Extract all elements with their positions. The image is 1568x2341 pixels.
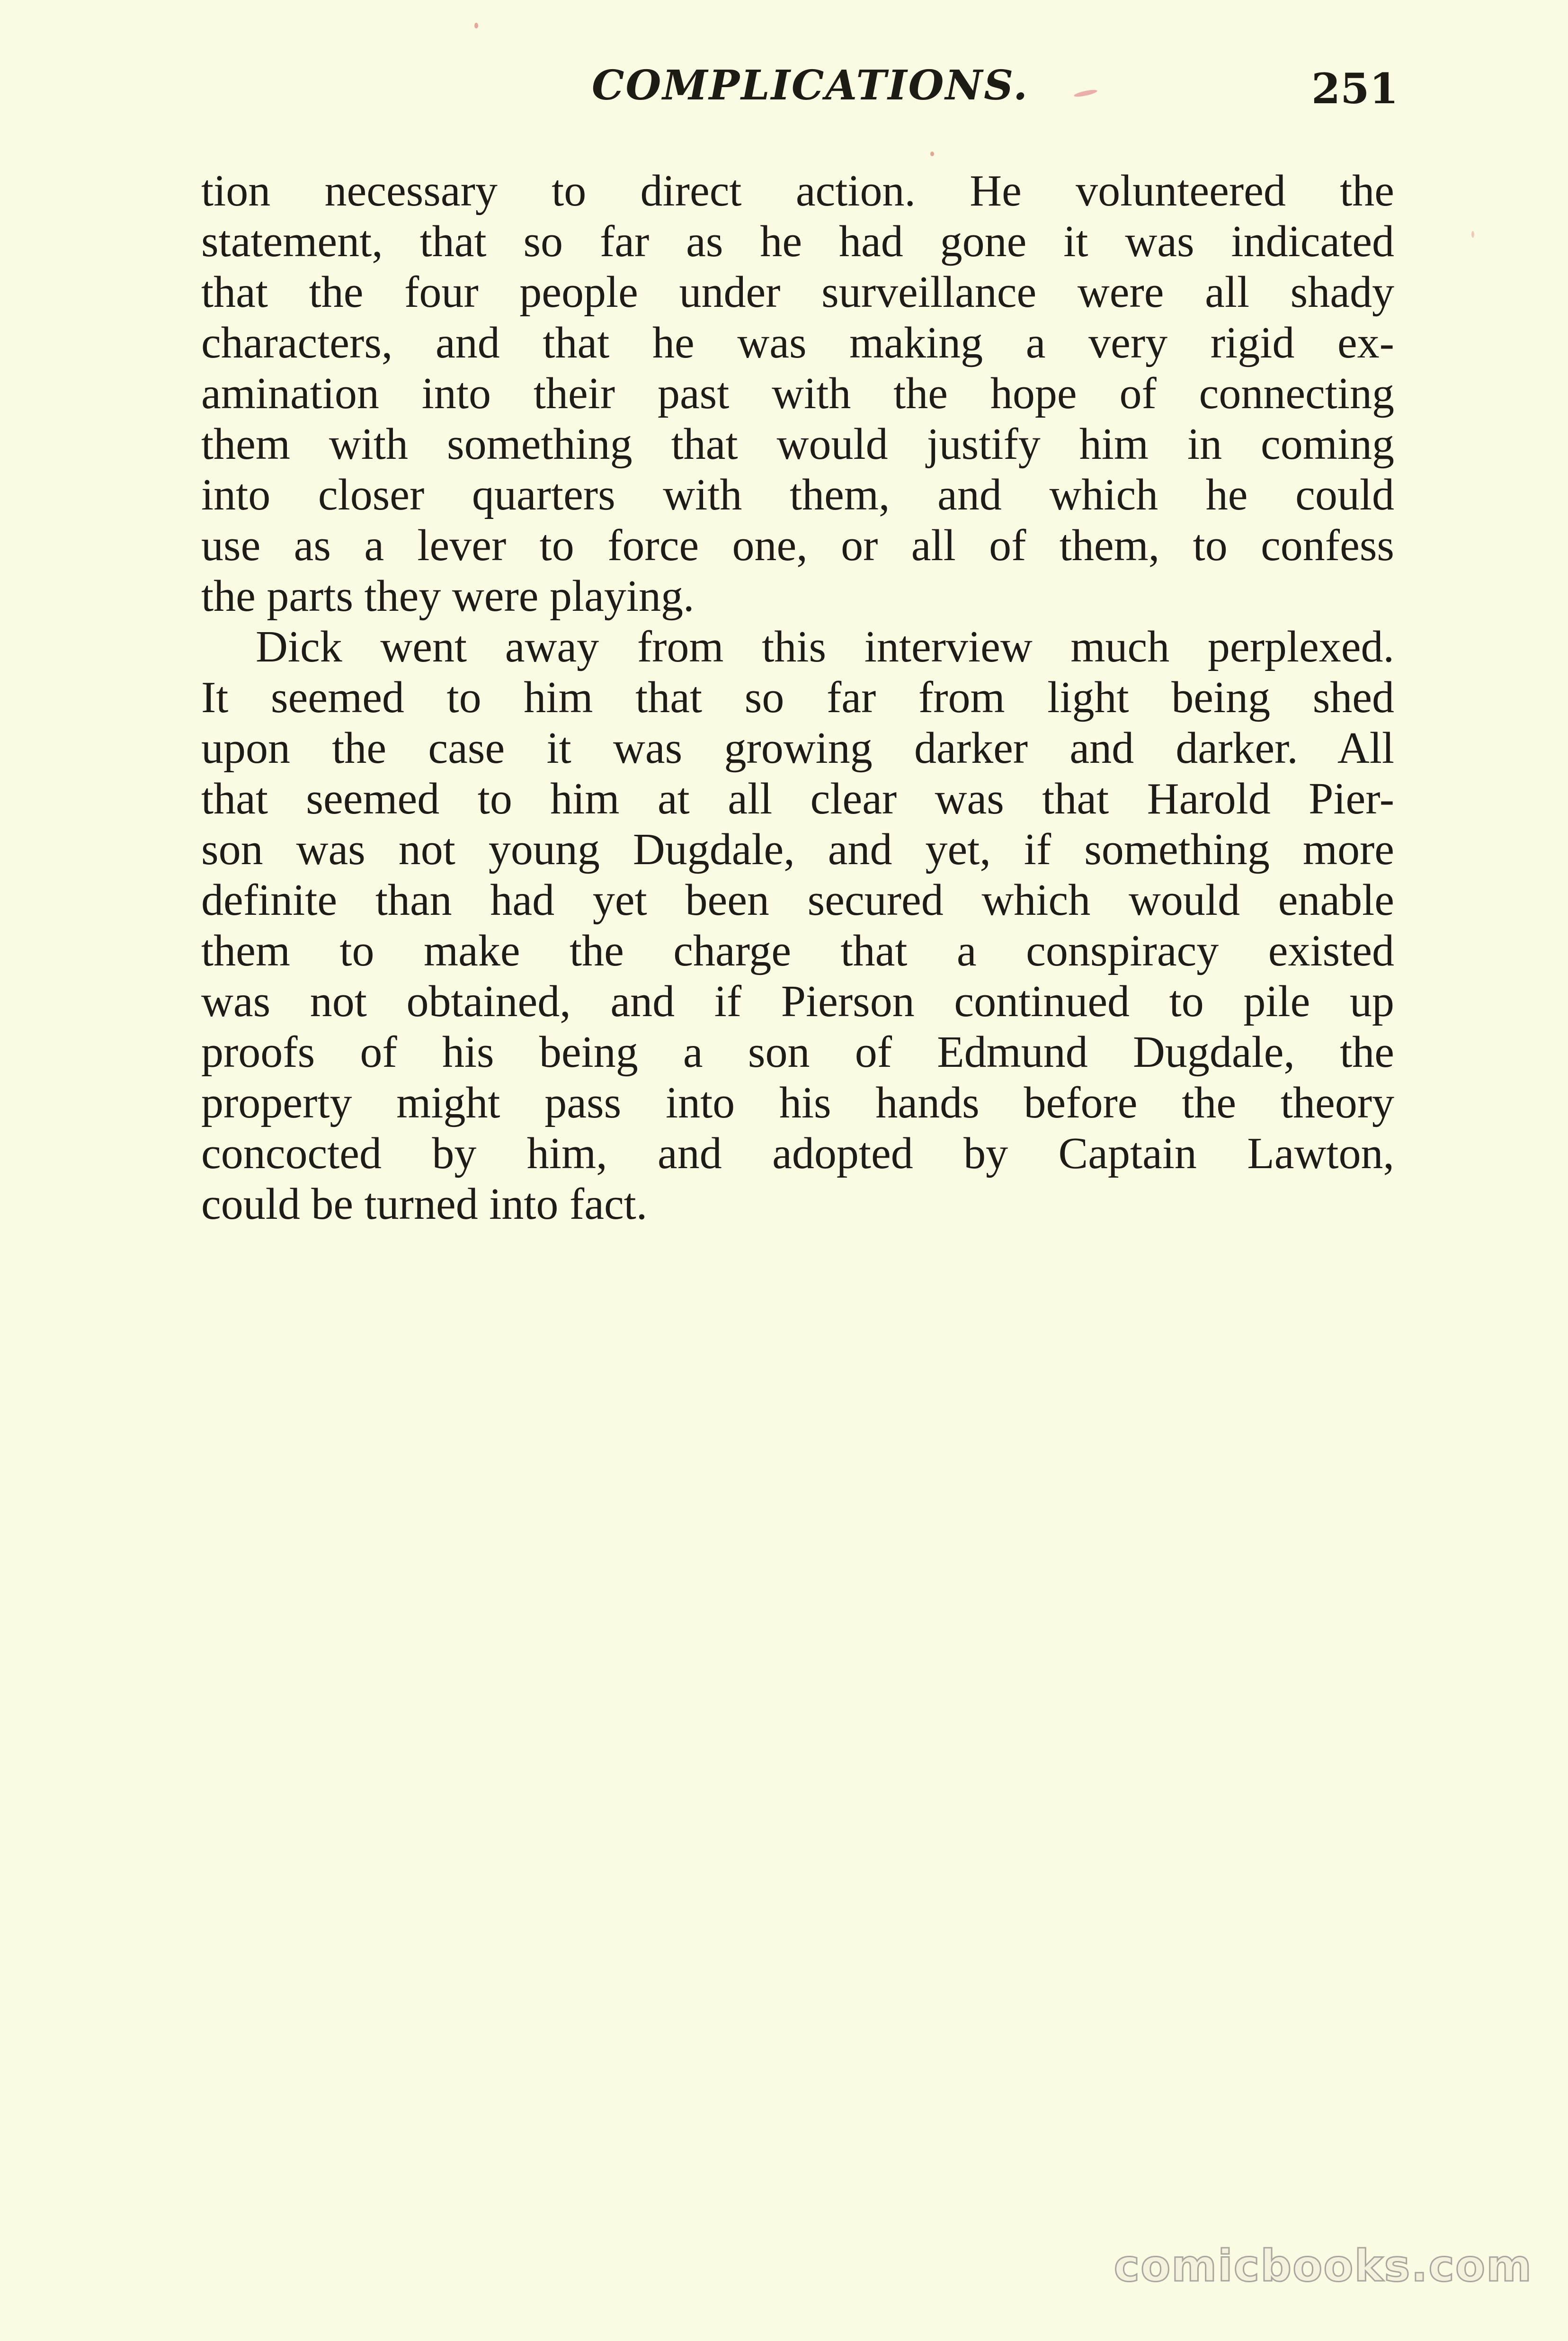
running-title: COMPLICATIONS. (592, 62, 1029, 109)
text-line: use as a lever to force one, or all of them, to confess (201, 521, 1394, 570)
text-line: into closer quarters with them, and which he could (201, 470, 1394, 519)
text-line: was not obtained, and if Pierson continued to pile up (201, 977, 1394, 1026)
text-line: them with something that would justify him in coming (201, 420, 1394, 469)
paragraph-end-line: could be turned into fact. (201, 1179, 648, 1229)
text-line: definite than had yet been secured which would enable (201, 876, 1394, 925)
text-line: It seemed to him that so far from light being shed (201, 673, 1394, 722)
paragraph-start-line: Dick went away from this interview much perplexed. (256, 622, 1394, 671)
ink-spot (930, 152, 934, 156)
watermark: comicbooks.com (1114, 2241, 1532, 2291)
text-line: them to make the charge that a conspiracy existed (201, 926, 1394, 975)
ink-mark (1074, 89, 1098, 98)
text-line: statement, that so far as he had gone it was indicated (201, 217, 1394, 266)
ink-spot (474, 23, 478, 28)
text-line: that the four people under surveillance were all shady (201, 268, 1394, 317)
ink-spot (1471, 231, 1474, 238)
text-line: that seemed to him at all clear was that Harold Pier- (201, 774, 1394, 823)
body-text (201, 166, 1394, 1230)
text-line: proofs of his being a son of Edmund Dugdale, the (201, 1028, 1394, 1077)
text-line: amination into their past with the hope of connecting (201, 369, 1394, 418)
text-line: tion necessary to direct action. He volunteered the (201, 166, 1394, 215)
text-line: upon the case it was growing darker and darker. All (201, 724, 1394, 773)
text-line: son was not young Dugdale, and yet, if something more (201, 825, 1394, 874)
text-line: property might pass into his hands before the theory (201, 1078, 1394, 1127)
text-line: concocted by him, and adopted by Captain Lawton, (201, 1129, 1394, 1178)
page-number: 251 (1311, 64, 1399, 113)
paragraph-end-line: the parts they were playing. (201, 572, 695, 621)
text-line: characters, and that he was making a very rigid ex- (201, 318, 1394, 367)
